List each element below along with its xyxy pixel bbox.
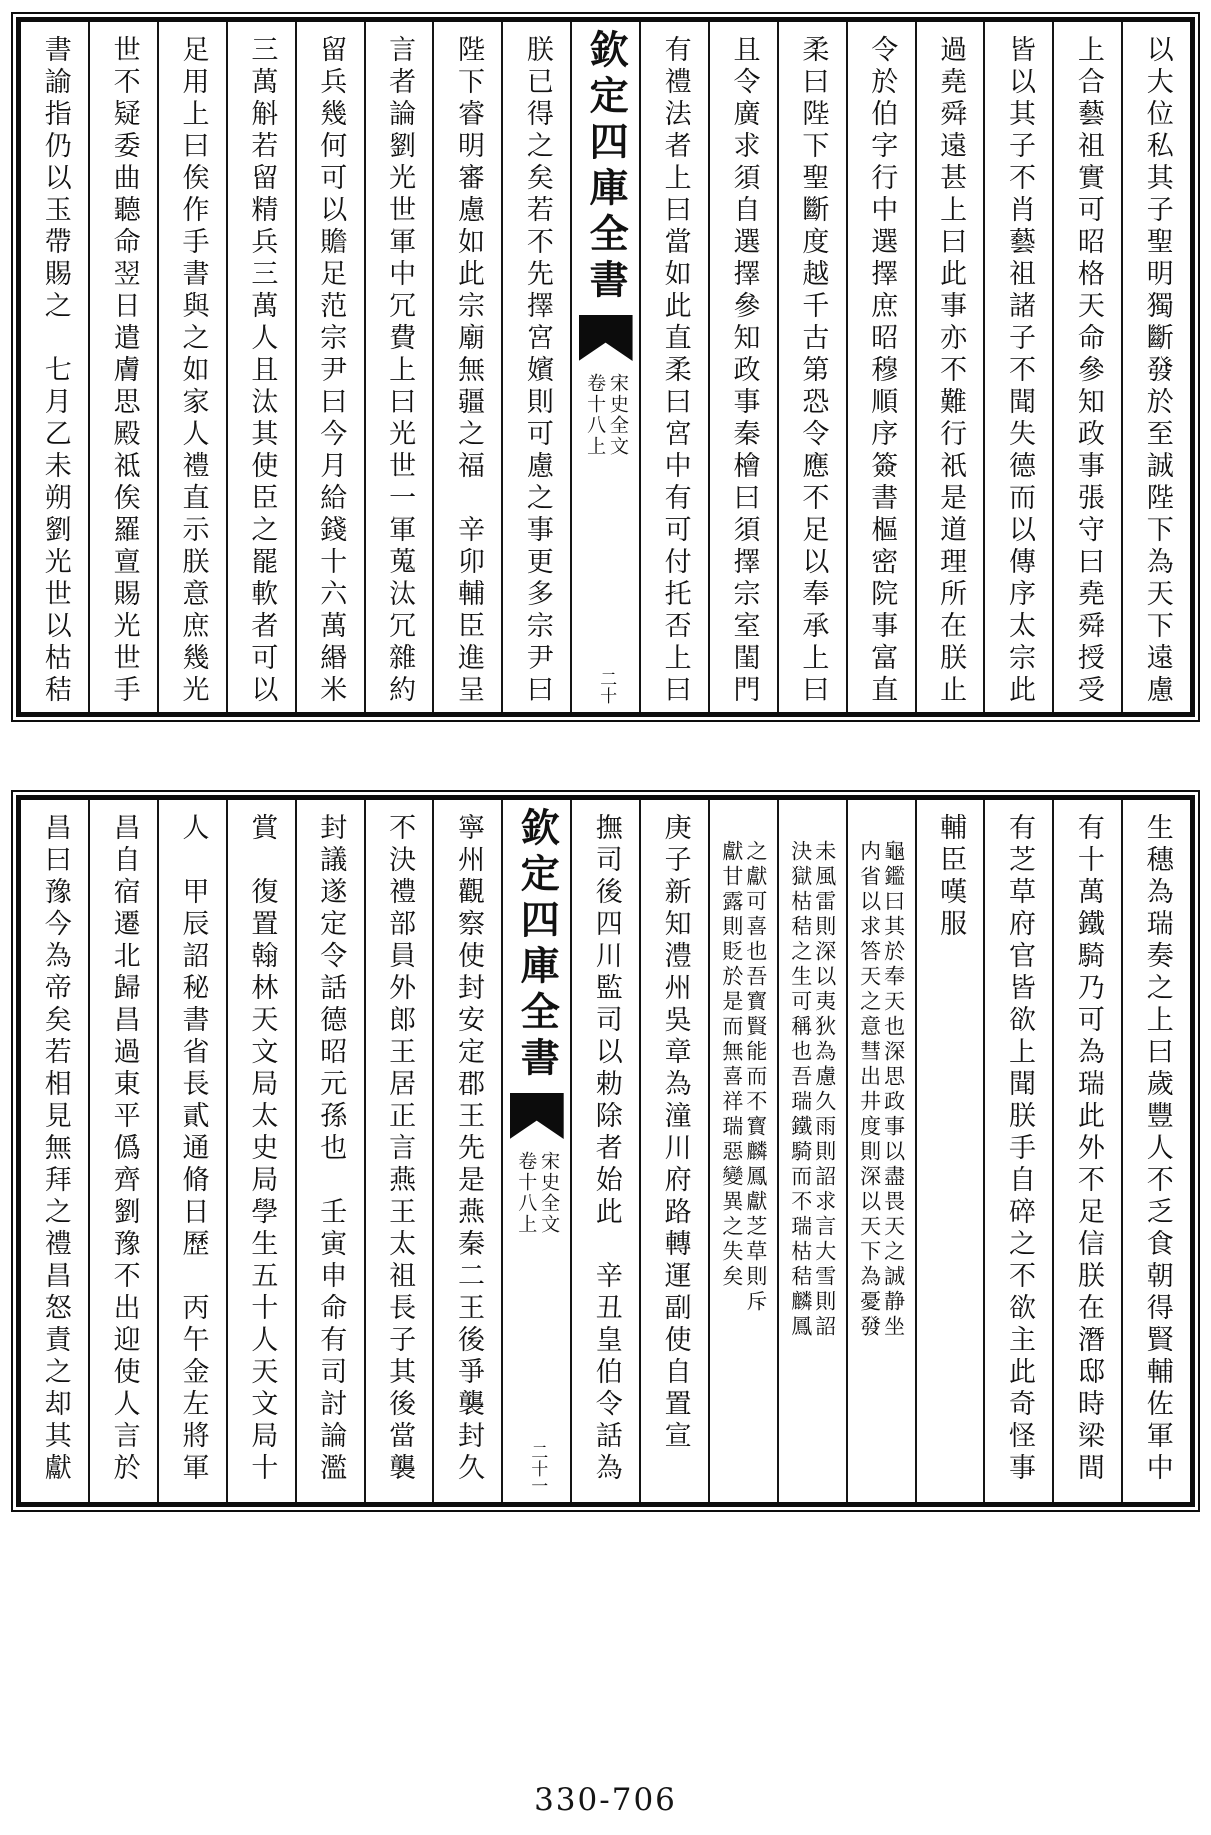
column-text: 且令廣求須自選擇參知政事秦檜曰須擇宗室閨門 bbox=[728, 35, 760, 707]
column-text: 昌曰豫今為帝矣若相見無拜之禮昌怒責之却其獻 bbox=[39, 813, 71, 1485]
text-column bbox=[159, 800, 228, 1502]
text-column bbox=[917, 22, 986, 712]
text-column bbox=[159, 22, 228, 712]
text-column bbox=[1123, 800, 1190, 1502]
column-text: 皆以其子不肖藝祖諸子不聞失德而以傳序太宗此 bbox=[1003, 35, 1035, 707]
column-text: 留兵幾何可以贍足范宗尹曰今月給錢十六萬緡米 bbox=[315, 35, 347, 707]
commentary-column bbox=[710, 800, 779, 1502]
column-text: 封議遂定令話德昭元孫也 壬寅申命有司討論濫 bbox=[315, 813, 347, 1485]
text-column bbox=[21, 800, 90, 1502]
text-column bbox=[434, 800, 503, 1502]
column-text: 有禮法者上曰當如此直柔曰宮中有可付托否上曰 bbox=[659, 35, 691, 707]
column-text: 以大位私其子聖明獨斷發於至誠陛下為天下遠慮 bbox=[1141, 35, 1173, 707]
text-column bbox=[710, 22, 779, 712]
text-column bbox=[366, 800, 435, 1502]
text-column bbox=[90, 800, 159, 1502]
column-text: 陛下睿明審慮如此宗廟無疆之福 辛卯輔臣進呈 bbox=[452, 35, 484, 707]
book-title: 宋史全文 bbox=[538, 1151, 561, 1235]
book-title: 宋史全文 bbox=[607, 373, 629, 457]
text-column bbox=[917, 800, 986, 1502]
column-text: 輔臣嘆服 bbox=[935, 813, 967, 941]
text-column bbox=[779, 22, 848, 712]
column-text: 足用上曰俟作手書與之如家人禮直示朕意庶幾光 bbox=[177, 35, 209, 707]
column-text: 三萬斛若留精兵三萬人且汰其使臣之罷軟者可以 bbox=[246, 35, 278, 707]
column-text: 有十萬鐵騎乃可為瑞此外不足信朕在潛邸時梁間 bbox=[1072, 813, 1104, 1485]
text-column bbox=[297, 22, 366, 712]
text-column bbox=[297, 800, 366, 1502]
text-column bbox=[434, 22, 503, 712]
chapter-title: 卷十八上 bbox=[515, 1151, 538, 1235]
column-text: 書諭指仍以玉帶賜之 七月乙未朔劉光世以枯秸 bbox=[39, 35, 71, 707]
column-text: 令於伯字行中選擇庶昭穆順序簽書樞密院事富直 bbox=[866, 35, 898, 707]
folio-number: 二十 bbox=[596, 670, 617, 704]
column-text: 世不疑委曲聽命翌日遣膚思殿祗俟羅亶賜光世手 bbox=[108, 35, 140, 707]
column-text: 賞 復置翰林天文局太史局學生五十人天文局十 bbox=[246, 813, 278, 1485]
text-column bbox=[1054, 22, 1123, 712]
text-column bbox=[228, 22, 297, 712]
text-column bbox=[848, 22, 917, 712]
column-text: 朕已得之矣若不先擇宮嬪則可慮之事更多宗尹曰 bbox=[521, 35, 553, 707]
fishtail-icon bbox=[510, 1093, 564, 1139]
text-column bbox=[985, 22, 1054, 712]
gutter-column bbox=[572, 22, 641, 712]
column-text: 不決禮部員外郎王居正言燕王太祖長子其後當襲 bbox=[384, 813, 416, 1485]
text-column bbox=[366, 22, 435, 712]
column-text: 柔曰陛下聖斷度越千古第恐令應不足以奉承上曰 bbox=[797, 35, 829, 707]
column-text: 人 甲辰詔秘書省長貳通脩日歷 丙午金左將軍 bbox=[177, 813, 209, 1485]
commentary-subcolumn: 獻甘露則貶於是而無喜祥瑞惡變異之失矣 bbox=[719, 840, 744, 1290]
text-column bbox=[90, 22, 159, 712]
text-column bbox=[21, 22, 90, 712]
text-column bbox=[228, 800, 297, 1502]
fishtail-icon bbox=[579, 315, 633, 361]
folio-lower bbox=[11, 790, 1200, 1512]
text-column bbox=[1054, 800, 1123, 1502]
column-text: 言者論劉光世軍中冗費上曰光世一軍蒐汰冗雜約 bbox=[384, 35, 416, 707]
column-text: 撫司後四川監司以勅除者始此 辛丑皇伯令話為 bbox=[590, 813, 622, 1485]
commentary-subcolumn: 内省以求答天之意彗出井度則深以天下為憂發 bbox=[857, 840, 882, 1340]
text-column bbox=[1123, 22, 1190, 712]
text-column bbox=[572, 800, 641, 1502]
text-column bbox=[985, 800, 1054, 1502]
text-column bbox=[503, 22, 572, 712]
commentary-subcolumn: 決獄枯秸之生可稱也吾瑞鐵騎而不瑞枯秸麟鳳 bbox=[788, 840, 813, 1340]
commentary-subcolumn: 之獻可喜也吾寳賢能而不寳麟鳳獻芝草則斥 bbox=[743, 840, 768, 1315]
text-column bbox=[641, 800, 710, 1502]
folio-upper bbox=[11, 12, 1200, 722]
column-text: 有芝草府官皆欲上聞朕手自碎之不欲主此奇怪事 bbox=[1003, 813, 1035, 1485]
folio-number: 二十一 bbox=[527, 1443, 548, 1494]
commentary-column bbox=[779, 800, 848, 1502]
commentary-subcolumn: 龜鑑曰其於奉天也深思政事以盡畏天之誠静坐 bbox=[881, 840, 906, 1340]
gutter-column bbox=[503, 800, 572, 1502]
series-title: 欽定四庫全書 bbox=[583, 29, 630, 305]
series-title: 欽定四庫全書 bbox=[514, 807, 561, 1083]
gutter-subtitles bbox=[584, 369, 627, 457]
column-text: 過堯舜遠甚上曰此事亦不難行祇是道理所在朕止 bbox=[935, 35, 967, 707]
column-text: 庚子新知澧州吳章為潼川府路轉運副使自置宣 bbox=[659, 813, 691, 1453]
text-column bbox=[641, 22, 710, 712]
commentary-subcolumn: 未風雷則深以夷狄為慮久雨則詔求言大雪則詔 bbox=[812, 840, 837, 1340]
commentary-column bbox=[848, 800, 917, 1502]
column-text: 寧州觀察使封安定郡王先是燕秦二王後爭襲封久 bbox=[452, 813, 484, 1485]
column-text: 上合藝祖實可昭格天命參知政事張守曰堯舜授受 bbox=[1072, 35, 1104, 707]
catalog-number: 330-706 bbox=[534, 1782, 677, 1818]
gutter-subtitles bbox=[515, 1147, 561, 1235]
chapter-title: 卷十八上 bbox=[584, 373, 607, 457]
folio-upper-frame bbox=[16, 17, 1195, 717]
column-text: 昌自宿遷北歸昌過東平僞齊劉豫不出迎使人言於 bbox=[108, 813, 140, 1485]
folio-lower-frame bbox=[16, 795, 1195, 1507]
column-text: 生穗為瑞奏之上曰歲豐人不乏食朝得賢輔佐軍中 bbox=[1141, 813, 1173, 1485]
